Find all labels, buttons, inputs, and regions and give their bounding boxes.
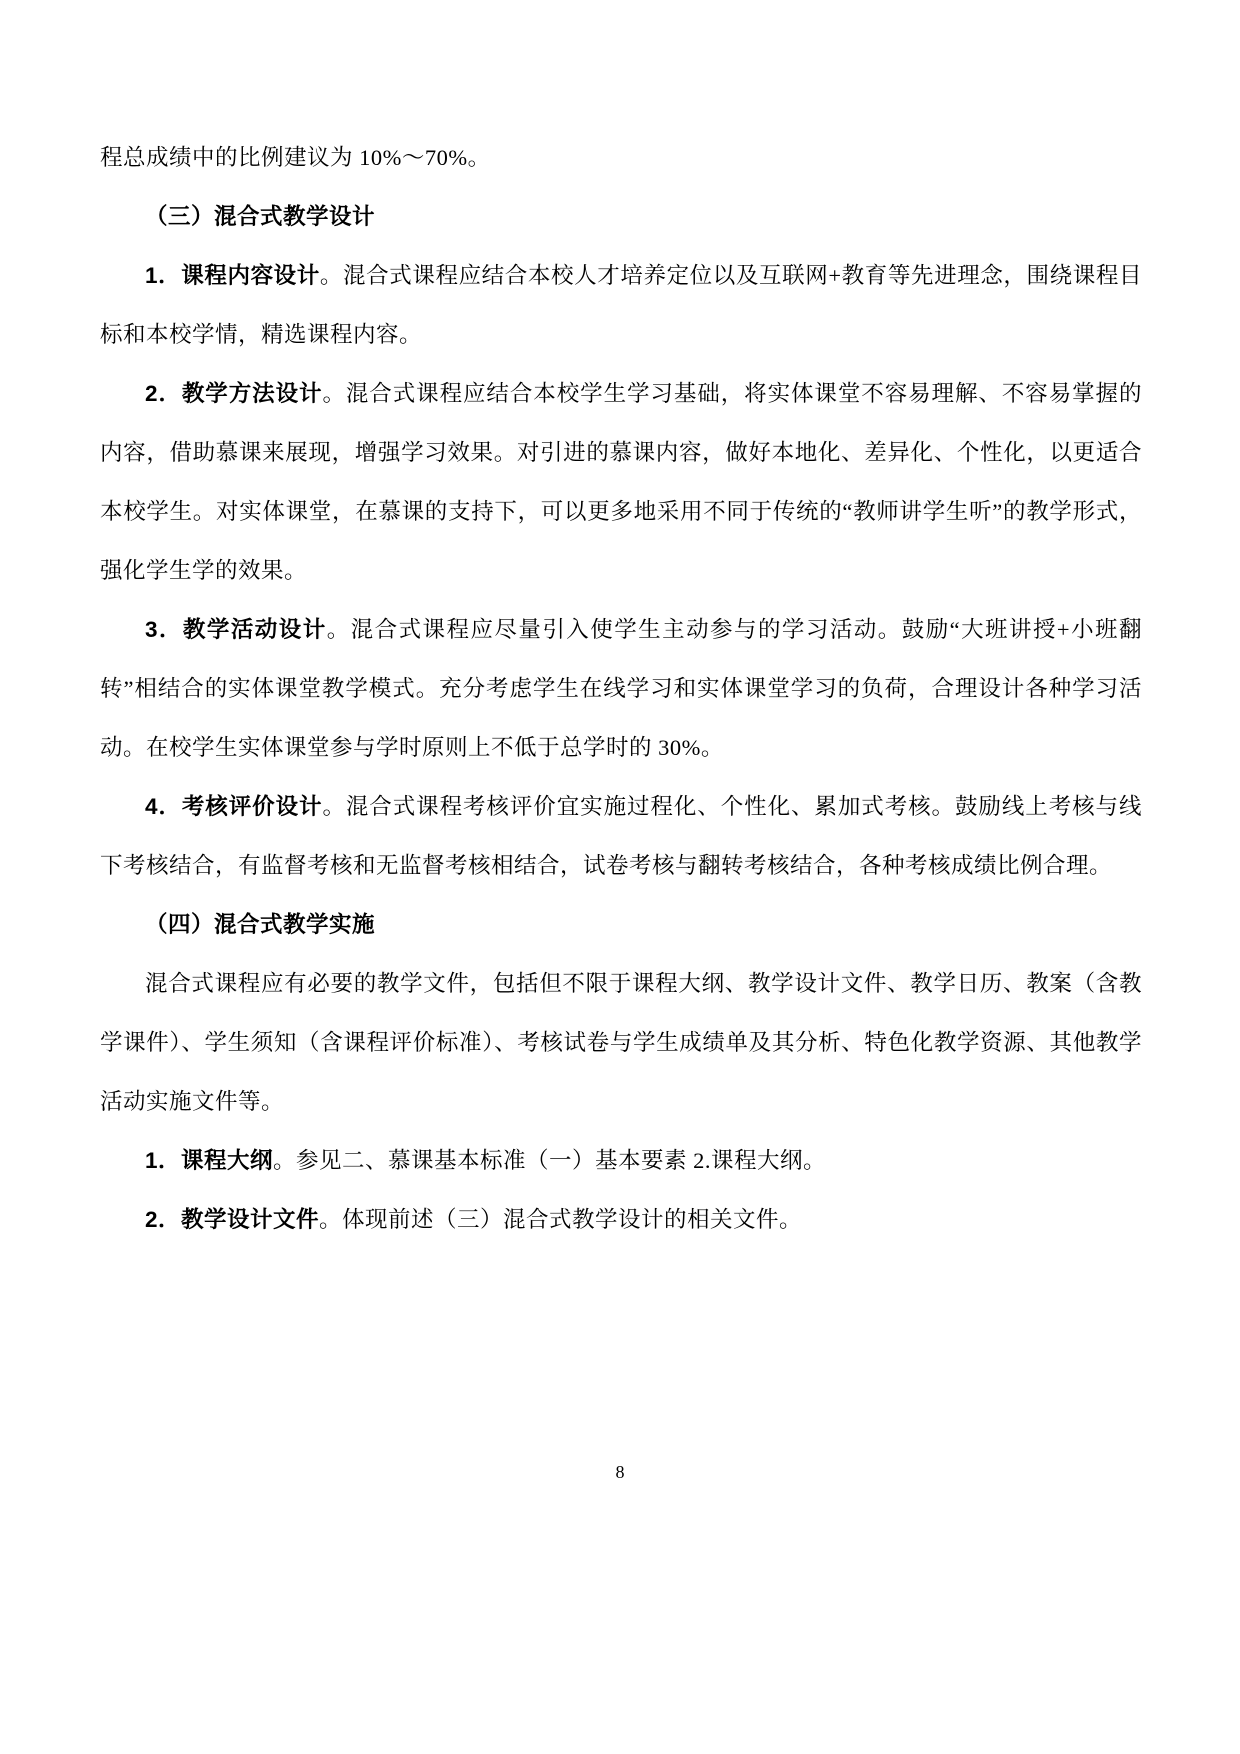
design-item-1-lead: 1．课程内容设计 bbox=[145, 263, 320, 288]
implementation-item-1-lead: 1．课程大纲 bbox=[145, 1148, 274, 1173]
section-heading-4: （四）混合式教学实施 bbox=[145, 912, 376, 937]
design-item-4 bbox=[100, 777, 1142, 895]
section-heading-3: （三）混合式教学设计 bbox=[145, 204, 376, 229]
page-number: 8 bbox=[615, 1462, 625, 1482]
implementation-item-1-text: 。参见二、慕课基本标准（一）基本要素 2.课程大纲。 bbox=[273, 1148, 827, 1173]
continuation-paragraph: 程总成绩中的比例建议为 10%～70%。 bbox=[100, 145, 491, 170]
design-item-1 bbox=[100, 246, 1142, 364]
implementation-item-2-text: 。体现前述（三）混合式教学设计的相关文件。 bbox=[319, 1207, 803, 1232]
design-item-3-lead: 3．教学活动设计 bbox=[145, 617, 327, 642]
design-item-3-text: 。混合式课程应尽量引入使学生主动参与的学习活动。鼓励“大班讲授+小班翻转”相结合的实体课堂教学模式。充分考虑学生在线学习和实体课堂学习的负荷，合理设计各种学习活动。在校学生实体课堂参与学时原则上不低于总学时的 30%。 bbox=[100, 617, 1143, 760]
document-body bbox=[100, 128, 1142, 1249]
design-item-2 bbox=[100, 364, 1142, 600]
design-item-4-text: 。混合式课程考核评价宜实施过程化、个性化、累加式考核。鼓励线上考核与线下考核结合，有监督考核和无监督考核相结合，试卷考核与翻转考核结合，各种考核成绩比例合理。 bbox=[100, 794, 1142, 878]
implementation-item-2 bbox=[100, 1190, 1142, 1249]
implementation-intro-paragraph: 混合式课程应有必要的教学文件，包括但不限于课程大纲、教学设计文件、教学日历、教案（含教学课件）、学生须知（含课程评价标准）、考核试卷与学生成绩单及其分析、特色化教学资源、其他教学活动实施文件等。 bbox=[100, 971, 1142, 1114]
design-item-3 bbox=[100, 600, 1142, 777]
design-item-1-text: 。混合式课程应结合本校人才培养定位以及互联网+教育等先进理念，围绕课程目标和本校学情，精选课程内容。 bbox=[100, 263, 1142, 347]
design-item-4-lead: 4．考核评价设计 bbox=[145, 794, 323, 819]
implementation-item-1 bbox=[100, 1131, 1142, 1190]
design-item-2-lead: 2．教学方法设计 bbox=[145, 381, 323, 406]
design-item-2-text: 。混合式课程应结合本校学生学习基础，将实体课堂不容易理解、不容易掌握的内容，借助慕课来展现，增强学习效果。对引进的慕课内容，做好本地化、差异化、个性化，以更适合本校学生。对实体课堂，在慕课的支持下，可以更多地采用不同于传统的“教师讲学生听”的教学形式，强化学生学的效果。 bbox=[100, 381, 1142, 583]
implementation-item-2-lead: 2．教学设计文件 bbox=[145, 1207, 320, 1232]
